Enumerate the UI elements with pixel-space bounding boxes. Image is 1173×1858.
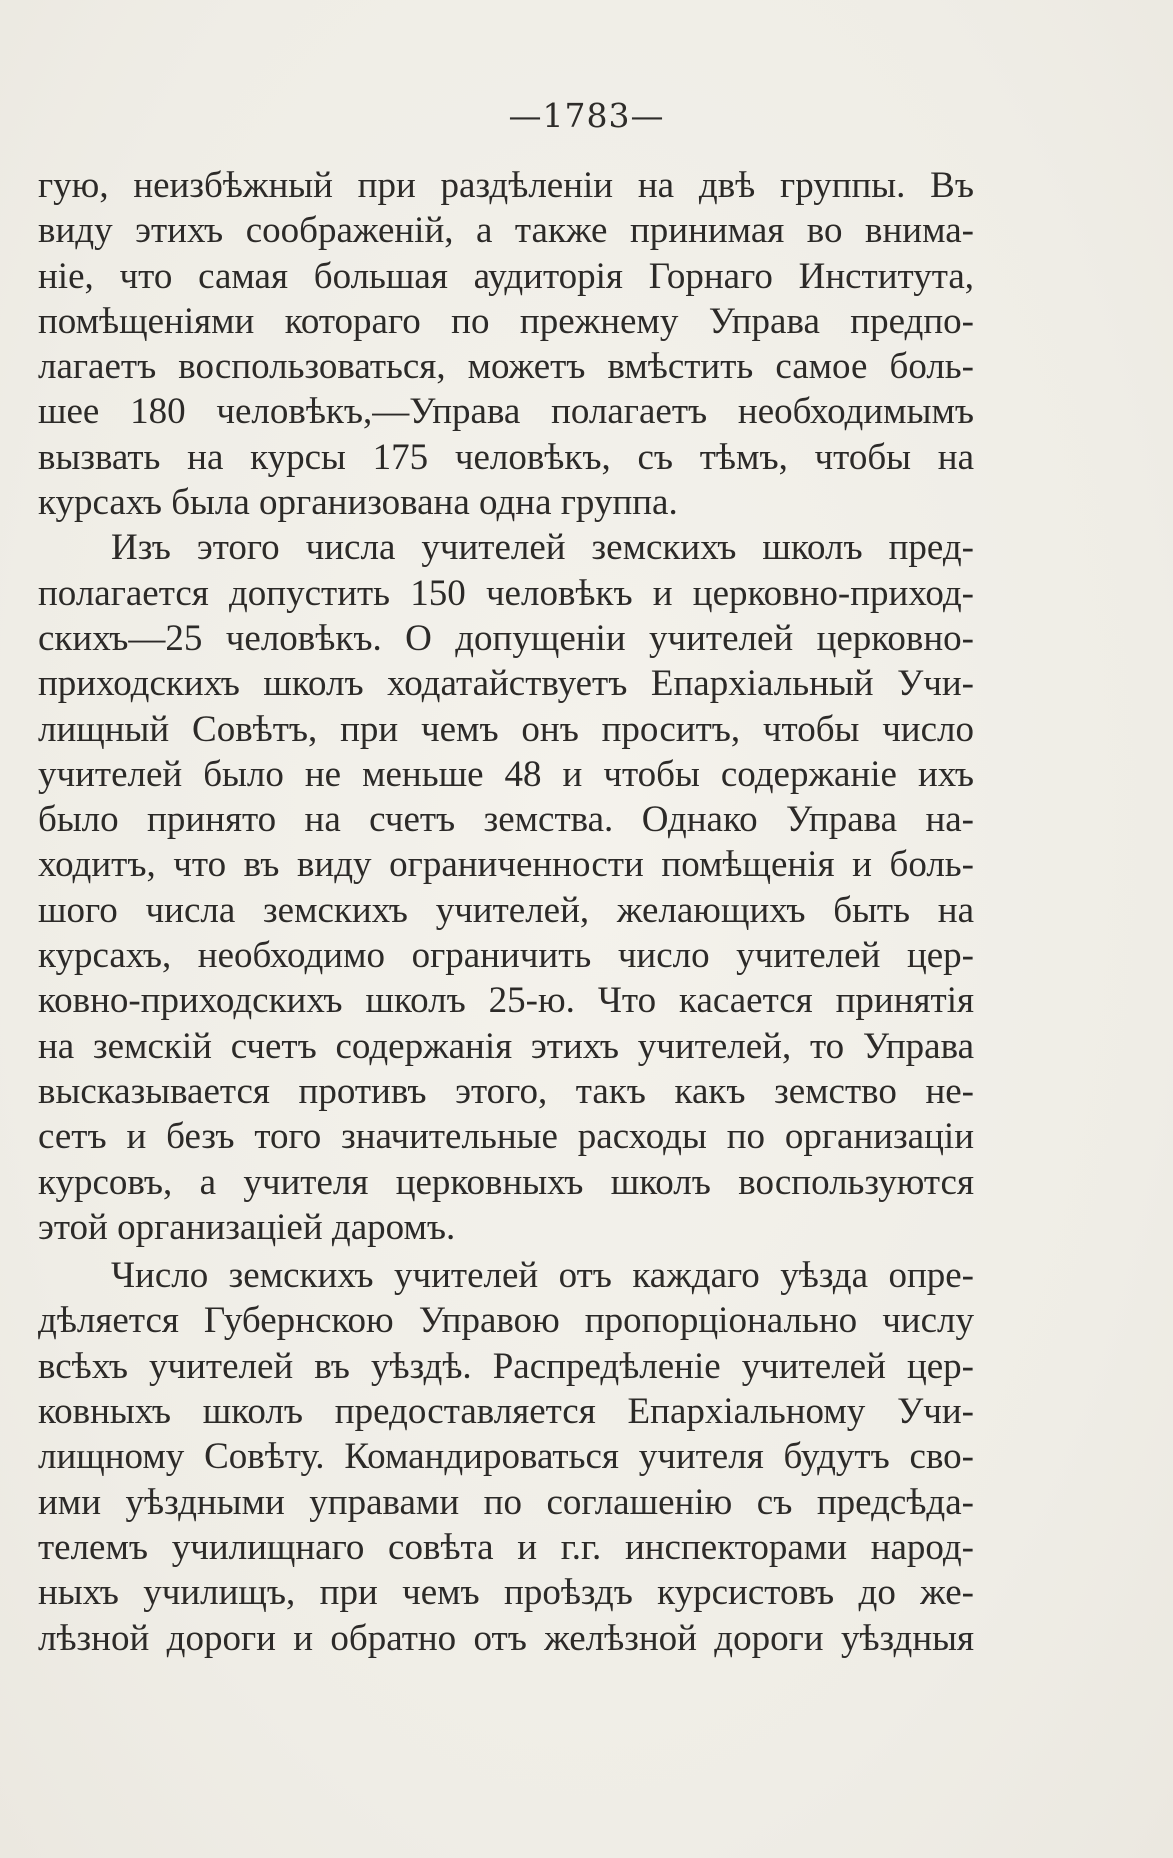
text-line: на земскій счетъ содержанія этихъ учителей, то Управа: [38, 1025, 974, 1067]
text-line: высказывается противъ этого, такъ какъ земство не-: [38, 1070, 974, 1112]
text-line: виду этихъ соображеній, а также принимая во внима-: [38, 210, 974, 252]
text-line: всѣхъ учителей въ уѣздѣ. Распредѣленіе учителей цер-: [38, 1345, 974, 1387]
paragraph-3: [38, 1253, 974, 1661]
text-line: Число земскихъ учителей отъ каждаго уѣзда опре-: [111, 1255, 974, 1297]
text-line: лѣзной дороги и обратно отъ желѣзной дороги уѣздныя: [38, 1617, 974, 1659]
paragraph-1: [38, 163, 974, 525]
text-line: полагается допустить 150 человѣкъ и церковно-приход-: [38, 572, 974, 614]
text-line: курсовъ, а учителя церковныхъ школъ воспользуются: [38, 1161, 974, 1203]
text-line: лагаетъ воспользоваться, можетъ вмѣстить самое боль-: [38, 346, 974, 388]
text-line: скихъ—25 человѣкъ. О допущеніи учителей церковно-: [38, 617, 974, 659]
text-line: дѣляется Губернскою Управою пропорціонально числу: [38, 1300, 974, 1342]
text-line: лищному Совѣту. Командироваться учителя будутъ сво-: [38, 1436, 974, 1478]
page-number: —1783—: [508, 96, 665, 135]
text-line: Изъ этого числа учителей земскихъ школъ пред-: [111, 527, 974, 569]
paragraph-2: [38, 525, 974, 1250]
text-line: ими уѣздными управами по соглашенію съ предсѣда-: [38, 1481, 974, 1523]
text-line: курсахъ, необходимо ограничить число учителей цер-: [38, 935, 974, 977]
text-line: приходскихъ школъ ходатайствуетъ Епархіальный Учи-: [38, 663, 974, 705]
text-line: телемъ училищнаго совѣта и г.г. инспекторами народ-: [38, 1526, 974, 1568]
text-line: было принято на счетъ земства. Однако Управа на-: [38, 799, 974, 841]
text-line: лищный Совѣтъ, при чемъ онъ проситъ, чтобы число: [38, 708, 974, 750]
text-line: ніе, что самая большая аудиторія Горнаго Института,: [38, 255, 974, 297]
text-line: сетъ и безъ того значительные расходы по организаціи: [38, 1116, 974, 1158]
text-line: помѣщеніями котораго по прежнему Управа предпо-: [38, 300, 974, 342]
text-line: учителей было не меньше 48 и чтобы содержаніе ихъ: [38, 753, 974, 795]
text-line: этой организаціей даромъ.: [38, 1206, 456, 1248]
text-line: ковныхъ школъ предоставляется Епархіальному Учи-: [38, 1391, 974, 1433]
text-line: ковно-приходскихъ школъ 25-ю. Что касается принятія: [38, 980, 974, 1022]
text-line: ныхъ училищъ, при чемъ проѣздъ курсистовъ до же-: [38, 1572, 974, 1614]
text-line: шее 180 человѣкъ,—Управа полагаетъ необходимымъ: [38, 391, 974, 433]
text-line: курсахъ была организована одна группа.: [38, 482, 678, 524]
text-line: вызвать на курсы 175 человѣкъ, съ тѣмъ, чтобы на: [38, 436, 974, 478]
text-line: шого числа земскихъ учителей, желающихъ быть на: [38, 889, 974, 931]
text-line: ходитъ, что въ виду ограниченности помѣщенія и боль-: [38, 844, 974, 886]
text-line: гую, неизбѣжный при раздѣленіи на двѣ группы. Въ: [38, 165, 974, 206]
body-text: [38, 163, 974, 1661]
